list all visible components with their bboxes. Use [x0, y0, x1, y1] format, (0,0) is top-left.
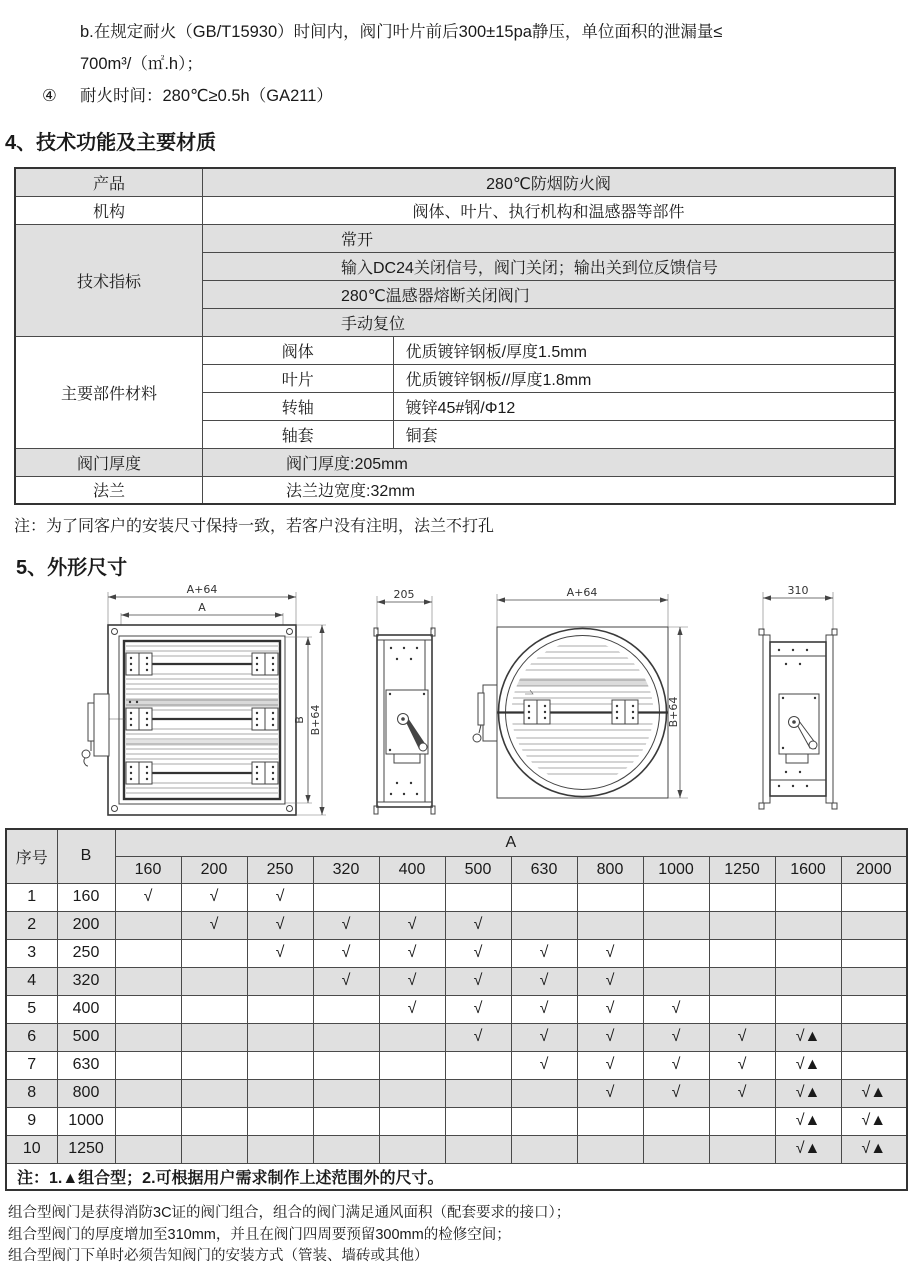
availability-cell: [643, 911, 709, 939]
availability-cell: √: [577, 1051, 643, 1079]
availability-cell: [181, 1079, 247, 1107]
spec-tech-item: 常开: [203, 224, 896, 252]
row-index-cell: 9: [6, 1107, 57, 1135]
table-row: [15, 476, 895, 504]
table-row: [6, 939, 907, 967]
bolt-hole: [287, 629, 293, 635]
table-row: [6, 1079, 907, 1107]
dim-label: A+64: [566, 586, 598, 599]
section-4-title: 4、技术功能及主要材质: [5, 132, 217, 154]
availability-cell: [709, 883, 775, 911]
availability-cell: [247, 967, 313, 995]
dim-label: B+64: [667, 696, 680, 728]
row-index-cell: 5: [6, 995, 57, 1023]
availability-cell: [379, 1079, 445, 1107]
availability-cell: [247, 1079, 313, 1107]
table-row: [15, 196, 895, 224]
availability-cell: √▲: [775, 1023, 841, 1051]
bolt-hole: [112, 806, 118, 812]
availability-cell: √: [247, 939, 313, 967]
drawing-rect-side: [374, 588, 435, 814]
availability-cell: [643, 883, 709, 911]
availability-cell: √▲: [841, 1079, 907, 1107]
availability-cell: √: [445, 939, 511, 967]
availability-cell: [115, 1079, 181, 1107]
table-row: [15, 336, 895, 364]
availability-cell: [181, 1051, 247, 1079]
table-row: [6, 911, 907, 939]
spec-material-value: 镀锌45#钢/Φ12: [393, 392, 895, 420]
availability-cell: [511, 1079, 577, 1107]
row-index-cell: 3: [6, 939, 57, 967]
table-header-row: [6, 829, 907, 856]
availability-cell: [511, 911, 577, 939]
drawing-round-side: [759, 584, 837, 809]
availability-cell: √: [577, 1079, 643, 1107]
availability-cell: √: [709, 1079, 775, 1107]
intro-item-4: [42, 80, 910, 112]
spec-material-name: 叶片: [203, 364, 394, 392]
availability-cell: [115, 911, 181, 939]
availability-cell: √: [445, 995, 511, 1023]
spec-value-flange: 法兰边宽度:32mm: [203, 476, 896, 504]
spec-table-note: 注：为了同客户的安装尺寸保持一致，若客户没有注明，法兰不打孔: [14, 518, 495, 535]
b-value-cell: 400: [57, 995, 115, 1023]
dimension-drawings: [0, 582, 910, 824]
spec-label-flange: 法兰: [15, 476, 203, 504]
availability-cell: [511, 1135, 577, 1163]
availability-cell: [379, 1107, 445, 1135]
spec-tech-item: 输入DC24关闭信号，阀门关闭；输出关到位反馈信号: [203, 252, 896, 280]
a-value-header: 500: [445, 856, 511, 883]
col-header-index: 序号: [6, 829, 57, 883]
availability-cell: [379, 1135, 445, 1163]
availability-cell: [247, 1051, 313, 1079]
table-header-row: [6, 856, 907, 883]
flange-plate: [826, 635, 833, 803]
footnote-line: 组合型阀门的厚度增加至310mm，并且在阀门四周要预留300mm的检修空间；: [8, 1226, 511, 1243]
availability-cell: √▲: [775, 1107, 841, 1135]
availability-cell: [313, 1051, 379, 1079]
hinge-bracket: [252, 653, 278, 675]
availability-cell: √: [181, 911, 247, 939]
table-footer-row: [6, 1163, 907, 1190]
hinge-bracket: [126, 762, 152, 784]
availability-cell: [247, 1023, 313, 1051]
hinge-bracket: [126, 708, 152, 730]
availability-cell: [775, 939, 841, 967]
availability-cell: √: [577, 939, 643, 967]
availability-cell: [511, 883, 577, 911]
table-row: [6, 1023, 907, 1051]
col-header-a-group: A: [115, 829, 907, 856]
b-value-cell: 200: [57, 911, 115, 939]
availability-cell: [115, 995, 181, 1023]
row-index-cell: 6: [6, 1023, 57, 1051]
b-value-cell: 1000: [57, 1107, 115, 1135]
availability-cell: [313, 1079, 379, 1107]
availability-cell: [841, 1051, 907, 1079]
dim-label: A: [198, 601, 206, 614]
item-number-marker: ④: [42, 87, 57, 105]
availability-cell: [181, 1107, 247, 1135]
spec-value-structure: 阀体、叶片、执行机构和温感器等部件: [203, 196, 896, 224]
availability-cell: [247, 995, 313, 1023]
availability-cell: √: [577, 967, 643, 995]
availability-cell: [115, 939, 181, 967]
table-row: [15, 448, 895, 476]
hinge-bracket: [524, 700, 550, 724]
availability-cell: [643, 1135, 709, 1163]
availability-cell: [115, 1135, 181, 1163]
availability-cell: [577, 1135, 643, 1163]
a-value-header: 250: [247, 856, 313, 883]
availability-cell: [511, 1107, 577, 1135]
availability-cell: [709, 1107, 775, 1135]
availability-cell: √: [445, 911, 511, 939]
spec-material-value: 优质镀锌钢板//厚度1.8mm: [393, 364, 895, 392]
availability-cell: [115, 1023, 181, 1051]
drawing-round-front: [473, 586, 688, 798]
spec-value-thickness: 阀门厚度:205mm: [203, 448, 896, 476]
row-index-cell: 2: [6, 911, 57, 939]
row-index-cell: 10: [6, 1135, 57, 1163]
section-5-title: 5、外形尺寸: [16, 557, 128, 579]
spec-label-thickness: 阀门厚度: [15, 448, 203, 476]
availability-cell: [115, 1107, 181, 1135]
dim-label: B: [293, 716, 306, 724]
a-value-header: 400: [379, 856, 445, 883]
availability-cell: [181, 1023, 247, 1051]
b-value-cell: 160: [57, 883, 115, 911]
b-value-cell: 500: [57, 1023, 115, 1051]
availability-cell: [313, 1107, 379, 1135]
bolt-hole: [112, 629, 118, 635]
spec-material-name: 转轴: [203, 392, 394, 420]
availability-cell: √: [313, 939, 379, 967]
availability-cell: [379, 883, 445, 911]
availability-cell: [709, 939, 775, 967]
availability-cell: [841, 995, 907, 1023]
availability-cell: [643, 967, 709, 995]
dim-label: 310: [787, 584, 809, 597]
spec-label-materials: 主要部件材料: [15, 336, 203, 448]
availability-cell: [775, 911, 841, 939]
availability-cell: √▲: [775, 1135, 841, 1163]
spec-value-product: 280℃防烟防火阀: [203, 168, 896, 196]
a-value-header: 320: [313, 856, 379, 883]
availability-cell: √: [181, 883, 247, 911]
availability-cell: [379, 1051, 445, 1079]
actuator: [386, 690, 428, 763]
table-row: [6, 883, 907, 911]
drawing-rect-front: [82, 583, 326, 815]
a-value-header: 160: [115, 856, 181, 883]
availability-cell: [841, 1023, 907, 1051]
availability-cell: [445, 1051, 511, 1079]
hinge-bracket: [612, 700, 638, 724]
availability-cell: [841, 911, 907, 939]
a-value-header: 800: [577, 856, 643, 883]
availability-cell: √: [379, 995, 445, 1023]
availability-cell: [313, 1135, 379, 1163]
availability-cell: √: [577, 1023, 643, 1051]
a-value-header: 630: [511, 856, 577, 883]
table-row: [6, 967, 907, 995]
b-value-cell: 1250: [57, 1135, 115, 1163]
availability-cell: √: [247, 883, 313, 911]
intro-paragraph: [42, 16, 910, 112]
availability-cell: √: [379, 967, 445, 995]
table-row: [6, 995, 907, 1023]
spec-tech-item: 手动复位: [203, 308, 896, 336]
availability-cell: √: [313, 967, 379, 995]
availability-cell: √: [643, 1051, 709, 1079]
size-matrix-table: [5, 828, 908, 1191]
availability-cell: [709, 1135, 775, 1163]
availability-cell: [841, 883, 907, 911]
spec-label-structure: 机构: [15, 196, 203, 224]
size-table-body: [6, 883, 907, 1163]
a-value-header: 1600: [775, 856, 841, 883]
table-row: [6, 1135, 907, 1163]
spec-label-product: 产品: [15, 168, 203, 196]
availability-cell: [709, 967, 775, 995]
footnote-line: 组合型阀门下单时必须告知阀门的安装方式（管装、墙砖或其他）: [8, 1248, 429, 1264]
availability-cell: [115, 967, 181, 995]
dim-label: A+64: [186, 583, 218, 596]
combined-type-footnotes: [8, 1203, 910, 1268]
availability-cell: [841, 939, 907, 967]
availability-cell: √: [643, 995, 709, 1023]
availability-cell: √: [247, 911, 313, 939]
b-value-cell: 630: [57, 1051, 115, 1079]
availability-cell: √: [313, 911, 379, 939]
availability-cell: [181, 967, 247, 995]
intro-line-1: b.在规定耐火（GB/T15930）时间内，阀门叶片前后300±15pa静压，单位面积的泄漏量≤: [80, 23, 723, 41]
availability-cell: [775, 883, 841, 911]
dim-label: B+64: [309, 704, 322, 736]
availability-cell: √: [511, 1023, 577, 1051]
spec-material-value: 铜套: [393, 420, 895, 448]
availability-cell: √: [511, 1051, 577, 1079]
availability-cell: √: [511, 995, 577, 1023]
availability-cell: [445, 1079, 511, 1107]
row-index-cell: 4: [6, 967, 57, 995]
spec-material-name: 阀体: [203, 336, 394, 364]
table-row: [15, 224, 895, 252]
availability-cell: √: [379, 911, 445, 939]
availability-cell: [181, 995, 247, 1023]
availability-cell: √▲: [841, 1107, 907, 1135]
availability-cell: √: [115, 883, 181, 911]
availability-cell: √▲: [841, 1135, 907, 1163]
actuator: [779, 694, 819, 763]
availability-cell: [445, 883, 511, 911]
availability-cell: [379, 1023, 445, 1051]
availability-cell: √: [511, 939, 577, 967]
availability-cell: [841, 967, 907, 995]
table-row: [6, 1051, 907, 1079]
hinge-bracket: [126, 653, 152, 675]
availability-cell: [445, 1135, 511, 1163]
availability-cell: [577, 911, 643, 939]
availability-cell: [709, 911, 775, 939]
availability-cell: √: [643, 1079, 709, 1107]
spec-table: [14, 167, 896, 505]
availability-cell: [643, 939, 709, 967]
availability-cell: √: [379, 939, 445, 967]
availability-cell: [247, 1135, 313, 1163]
a-value-header: 1250: [709, 856, 775, 883]
availability-cell: [709, 995, 775, 1023]
availability-cell: √: [445, 1023, 511, 1051]
flange-plate: [763, 635, 770, 803]
availability-cell: √: [709, 1051, 775, 1079]
availability-cell: [643, 1107, 709, 1135]
availability-cell: [775, 995, 841, 1023]
dim-label: 205: [393, 588, 415, 601]
hinge-bracket: [252, 708, 278, 730]
intro-item-4-text: 耐火时间：280℃≥0.5h（GA211）: [80, 87, 333, 105]
availability-cell: [181, 939, 247, 967]
intro-line-2: 700m³/（㎡.h）；: [80, 55, 203, 73]
availability-cell: √▲: [775, 1051, 841, 1079]
spec-material-name: 轴套: [203, 420, 394, 448]
document-page: [0, 16, 910, 1279]
availability-cell: [313, 883, 379, 911]
a-value-header: 1000: [643, 856, 709, 883]
availability-cell: [313, 1023, 379, 1051]
row-index-cell: 8: [6, 1079, 57, 1107]
col-header-b: B: [57, 829, 115, 883]
availability-cell: [577, 883, 643, 911]
row-index-cell: 1: [6, 883, 57, 911]
availability-cell: √: [511, 967, 577, 995]
availability-cell: [445, 1107, 511, 1135]
b-value-cell: 250: [57, 939, 115, 967]
hinge-bracket: [252, 762, 278, 784]
availability-cell: √: [643, 1023, 709, 1051]
a-value-header: 200: [181, 856, 247, 883]
availability-cell: [247, 1107, 313, 1135]
a-value-header: 2000: [841, 856, 907, 883]
b-value-cell: 320: [57, 967, 115, 995]
availability-cell: √▲: [775, 1079, 841, 1107]
availability-cell: √: [445, 967, 511, 995]
availability-cell: [181, 1135, 247, 1163]
table-row: [6, 1107, 907, 1135]
row-index-cell: 7: [6, 1051, 57, 1079]
bolt-hole: [287, 806, 293, 812]
footnote-line: 组合型阀门是获得消防3C证的阀门组合，组合的阀门满足通风面积（配套要求的接口）；: [8, 1205, 571, 1221]
availability-cell: [775, 967, 841, 995]
availability-cell: [577, 1107, 643, 1135]
table-row: [15, 168, 895, 196]
availability-cell: √: [577, 995, 643, 1023]
spec-material-value: 优质镀锌钢板/厚度1.5mm: [393, 336, 895, 364]
spec-label-tech: 技术指标: [15, 224, 203, 336]
availability-cell: [313, 995, 379, 1023]
spec-tech-item: 280℃温感器熔断关闭阀门: [203, 280, 896, 308]
b-value-cell: 800: [57, 1079, 115, 1107]
availability-cell: [115, 1051, 181, 1079]
size-table-note: 注：1.▲组合型；2.可根据用户需求制作上述范围外的尺寸。: [6, 1163, 907, 1190]
availability-cell: √: [709, 1023, 775, 1051]
